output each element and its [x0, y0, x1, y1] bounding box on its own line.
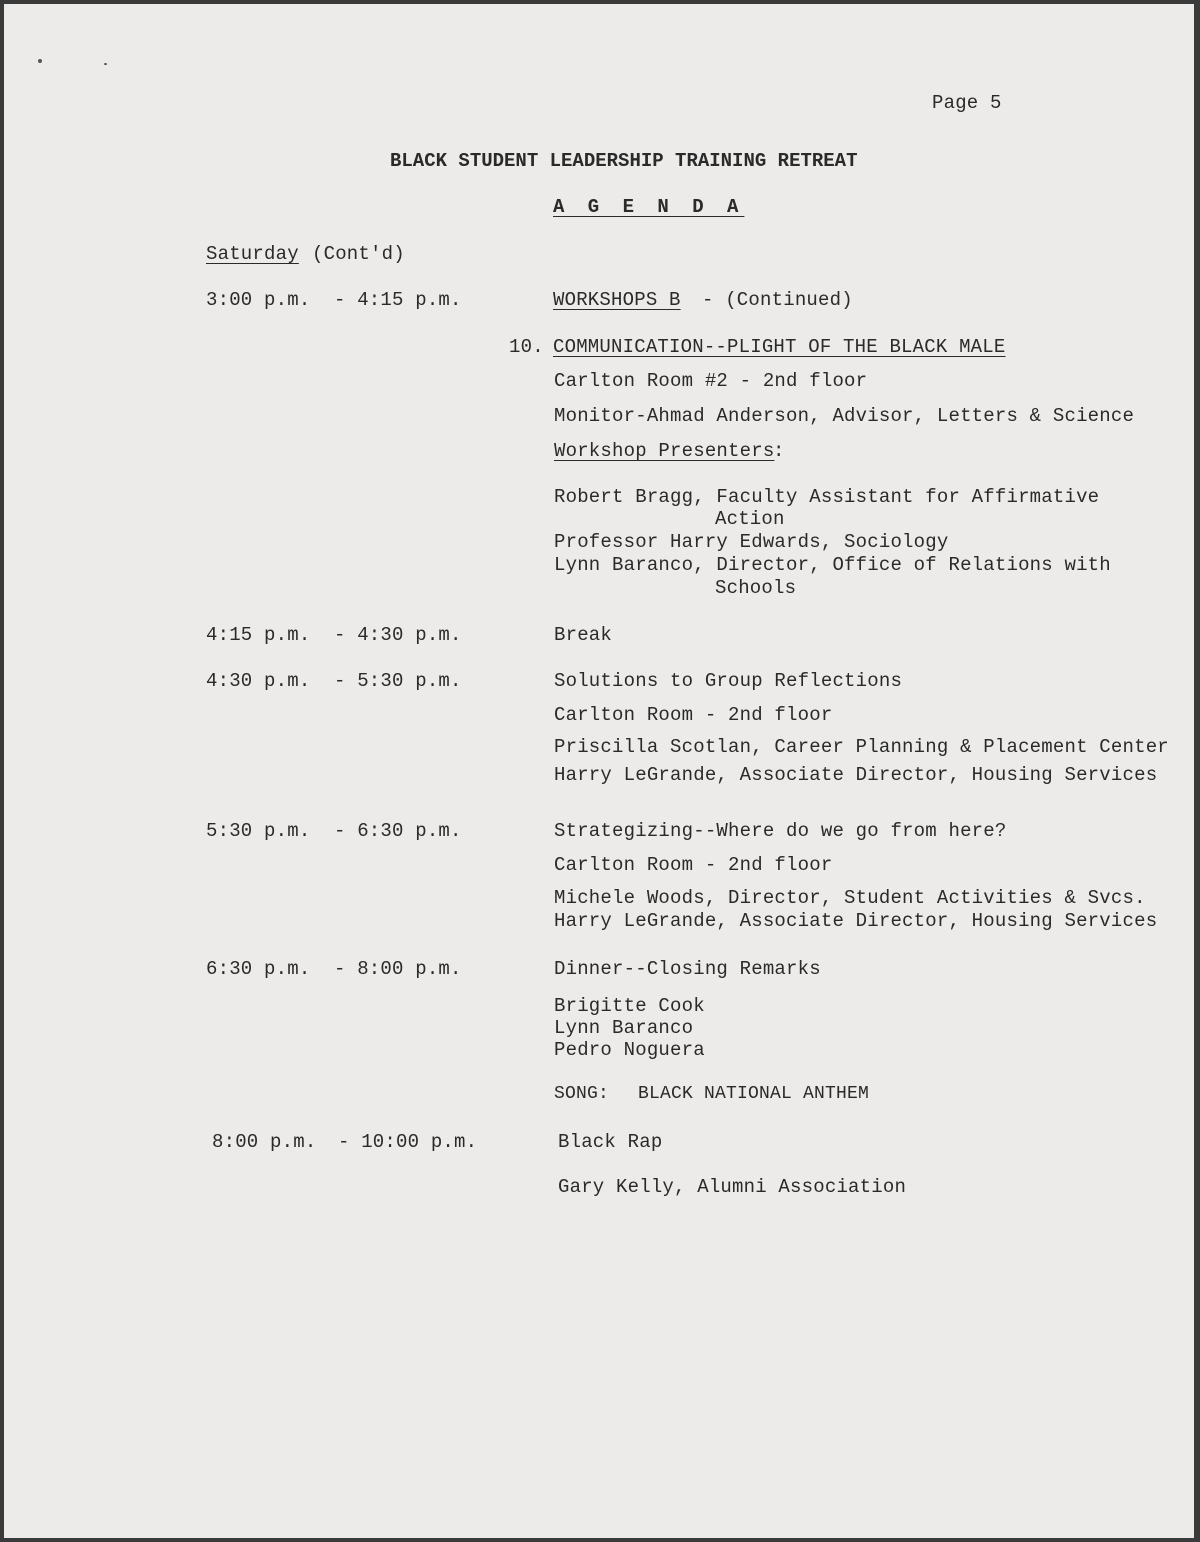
- stray-mark: [38, 59, 42, 63]
- session-heading: Dinner--Closing Remarks: [554, 958, 821, 980]
- time-end: - 5:30 p.m.: [334, 670, 462, 692]
- participant: Gary Kelly, Alumni Association: [558, 1176, 907, 1198]
- participant: Harry LeGrande, Associate Director, Housing Services: [554, 910, 1158, 932]
- document-title: BLACK STUDENT LEADERSHIP TRAINING RETREAT: [390, 150, 858, 172]
- time-start: 8:00 p.m.: [212, 1131, 317, 1153]
- day-label: Saturday: [206, 243, 299, 265]
- agenda-heading: A G E N D A: [553, 196, 745, 218]
- location: Carlton Room - 2nd floor: [554, 854, 833, 876]
- session-heading: Strategizing--Where do we go from here?: [554, 820, 1007, 842]
- document-page: [4, 4, 1194, 1538]
- item-title: COMMUNICATION--PLIGHT OF THE BLACK MALE: [553, 336, 1006, 358]
- presenter-continued: Schools: [715, 577, 797, 599]
- presenter: Professor Harry Edwards, Sociology: [554, 531, 949, 553]
- participant: Brigitte Cook: [554, 995, 705, 1017]
- page-number: Page 5: [932, 92, 1002, 114]
- time-end: - 10:00 p.m.: [338, 1131, 478, 1153]
- presenters-label: Workshop Presenters: [554, 440, 775, 462]
- presenter-continued: Action: [715, 508, 785, 530]
- session-heading: Solutions to Group Reflections: [554, 670, 903, 692]
- song-label: SONG:: [554, 1084, 610, 1104]
- time-end: - 4:30 p.m.: [334, 624, 462, 646]
- session-heading-suffix: - (Continued): [702, 289, 853, 311]
- participant: Priscilla Scotlan, Career Planning & Placement Center: [554, 736, 1169, 758]
- time-end: - 6:30 p.m.: [334, 820, 462, 842]
- presenter: Lynn Baranco, Director, Office of Relations with: [554, 554, 1111, 576]
- stray-mark: [104, 63, 107, 65]
- session-heading: Break: [554, 624, 613, 646]
- time-end: - 8:00 p.m.: [334, 958, 462, 980]
- time-start: 3:00 p.m.: [206, 289, 311, 311]
- session-heading: WORKSHOPS B: [553, 289, 681, 311]
- presenters-colon: :: [773, 440, 785, 462]
- location: Carlton Room #2 - 2nd floor: [554, 370, 868, 392]
- session-heading: Black Rap: [558, 1131, 663, 1153]
- day-suffix: (Cont'd): [312, 243, 405, 265]
- time-start: 5:30 p.m.: [206, 820, 311, 842]
- participant: Lynn Baranco: [554, 1017, 694, 1039]
- participant: Pedro Noguera: [554, 1039, 705, 1061]
- presenter: Robert Bragg, Faculty Assistant for Affirmative: [554, 486, 1100, 508]
- participant: Michele Woods, Director, Student Activities & Svcs.: [554, 887, 1146, 909]
- time-start: 6:30 p.m.: [206, 958, 311, 980]
- time-start: 4:15 p.m.: [206, 624, 311, 646]
- location: Carlton Room - 2nd floor: [554, 704, 833, 726]
- time-start: 4:30 p.m.: [206, 670, 311, 692]
- item-number: 10.: [509, 336, 544, 358]
- monitor: Monitor-Ahmad Anderson, Advisor, Letters & Science: [554, 405, 1135, 427]
- time-end: - 4:15 p.m.: [334, 289, 462, 311]
- song-title: BLACK NATIONAL ANTHEM: [638, 1084, 870, 1104]
- participant: Harry LeGrande, Associate Director, Housing Services: [554, 764, 1158, 786]
